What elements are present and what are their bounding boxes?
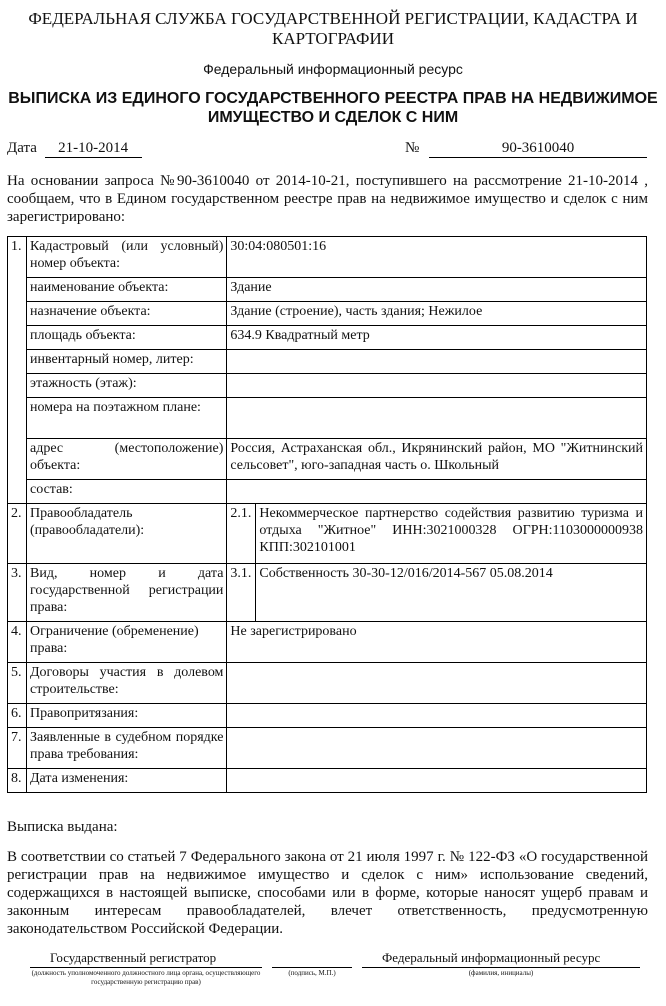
row-number: 8. (8, 769, 27, 793)
area-label: площадь объекта: (27, 326, 227, 350)
date-value: 21-10-2014 (45, 140, 142, 158)
row-number: 5. (8, 663, 27, 704)
contracts-value (227, 663, 647, 704)
name-caption: (фамилия, инициалы) (468, 969, 534, 977)
right-subnumber: 3.1. (227, 564, 256, 622)
contracts-label: Договоры участия в долевом строительстве: (27, 663, 227, 704)
number-value: 90-3610040 (429, 140, 647, 158)
date-label: Дата (7, 140, 37, 156)
table-row (8, 326, 647, 350)
position-caption: (должность уполномоченного должностного лица органа, осуществляющего государственную регистрацию прав) (31, 969, 261, 986)
table-row (8, 237, 647, 278)
court-claims-value (227, 728, 647, 769)
inventory-value (227, 350, 647, 374)
encumbrance-label: Ограничение (обременение) права: (27, 622, 227, 663)
claims-value (227, 704, 647, 728)
row-number: 7. (8, 728, 27, 769)
claims-label: Правопритязания: (27, 704, 227, 728)
law-notice: В соответствии со статьей 7 Федерального закона от 21 июля 1997 г. № 122-ФЗ «О государственной регистрации прав на недвижимое имущество и сделок с ним» использование сведений, содержащихся в настоящей выписке, способами или в форме, которые наносят ущерб правам и законным интересам правообладателей, влечет ответственность, предусмотренную законодательством Российской Федерации. (7, 849, 648, 937)
owner-subnumber: 2.1. (227, 504, 256, 564)
right-type-label: Вид, номер и дата государственной регистрации права: (27, 564, 227, 622)
object-name-value: Здание (227, 278, 647, 302)
inventory-label: инвентарный номер, литер: (27, 350, 227, 374)
table-row (8, 439, 647, 480)
table-row (8, 504, 647, 564)
table-row (8, 564, 647, 622)
change-date-value (227, 769, 647, 793)
row-number: 1. (8, 237, 27, 504)
registrar-label: Государственный регистратор (50, 950, 217, 965)
resource-label: Федеральный информационный ресурс (382, 950, 601, 965)
document-title: ВЫПИСКА ИЗ ЕДИНОГО ГОСУДАРСТВЕННОГО РЕЕСТРА ПРАВ НА НЕДВИЖИМОЕ ИМУЩЕСТВО И СДЕЛОК С НИМ (8, 90, 658, 126)
table-row (8, 350, 647, 374)
table-row (8, 278, 647, 302)
floors-label: этажность (этаж): (27, 374, 227, 398)
cadastral-value: 30:04:080501:16 (227, 237, 647, 278)
number-row (405, 140, 647, 158)
table-row (8, 622, 647, 663)
address-value: Россия, Астраханская обл., Икрянинский район, МО "Житнинский сельсовет", юго-западная часть о. Школьный (227, 439, 647, 480)
row-number: 6. (8, 704, 27, 728)
table-row (8, 302, 647, 326)
table-row (8, 398, 647, 439)
area-value: 634.9 Квадратный метр (227, 326, 647, 350)
number-label: № (405, 140, 420, 156)
row-number: 3. (8, 564, 27, 622)
intro-paragraph: На основании запроса №90-3610040 от 2014-10-21, поступившего на рассмотрение 21-10-2014 , сообщаем, что в Едином государственном реестре прав на недвижимое имущество и сделок с ним зарегистрировано: (7, 173, 648, 225)
registry-table (7, 236, 647, 793)
row-number: 4. (8, 622, 27, 663)
signature-caption: (подпись, М.П.) (288, 969, 336, 977)
name-line (362, 967, 640, 968)
row-number: 2. (8, 504, 27, 564)
object-name-label: наименование объекта: (27, 278, 227, 302)
composition-label: состав: (27, 480, 227, 504)
address-label: адрес (местоположение) объекта: (27, 439, 227, 480)
table-row (8, 728, 647, 769)
court-claims-label: Заявленные в судебном порядке права требования: (27, 728, 227, 769)
owner-value: Некоммерческое партнерство содействия развитию туризма и отдыха "Житное" ИНН:3021000328 ОГРН:1103000000938 КПП:302101001 (256, 504, 647, 564)
owner-label: Правообладатель (правообладатели): (27, 504, 227, 564)
purpose-label: назначение объекта: (27, 302, 227, 326)
date-row (7, 140, 142, 158)
agency-title: ФЕДЕРАЛЬНАЯ СЛУЖБА ГОСУДАРСТВЕННОЙ РЕГИСТРАЦИИ, КАДАСТРА И КАРТОГРАФИИ (28, 9, 638, 48)
table-row (8, 704, 647, 728)
table-row (8, 480, 647, 504)
composition-value (227, 480, 647, 504)
floors-value (227, 374, 647, 398)
floor-plan-label: номера на поэтажном плане: (27, 398, 227, 439)
purpose-value: Здание (строение), часть здания; Нежилое (227, 302, 647, 326)
signature-line (272, 967, 352, 968)
encumbrance-value: Не зарегистрировано (227, 622, 647, 663)
table-row (8, 374, 647, 398)
issued-label: Выписка выдана: (7, 819, 118, 835)
position-line (30, 967, 262, 968)
table-row (8, 663, 647, 704)
cadastral-label: Кадастровый (или условный) номер объекта: (27, 237, 227, 278)
right-type-value: Собственность 30-30-12/016/2014-567 05.08.2014 (256, 564, 647, 622)
change-date-label: Дата изменения: (27, 769, 227, 793)
table-row (8, 769, 647, 793)
resource-subtitle: Федеральный информационный ресурс (203, 61, 463, 77)
floor-plan-value (227, 398, 647, 439)
